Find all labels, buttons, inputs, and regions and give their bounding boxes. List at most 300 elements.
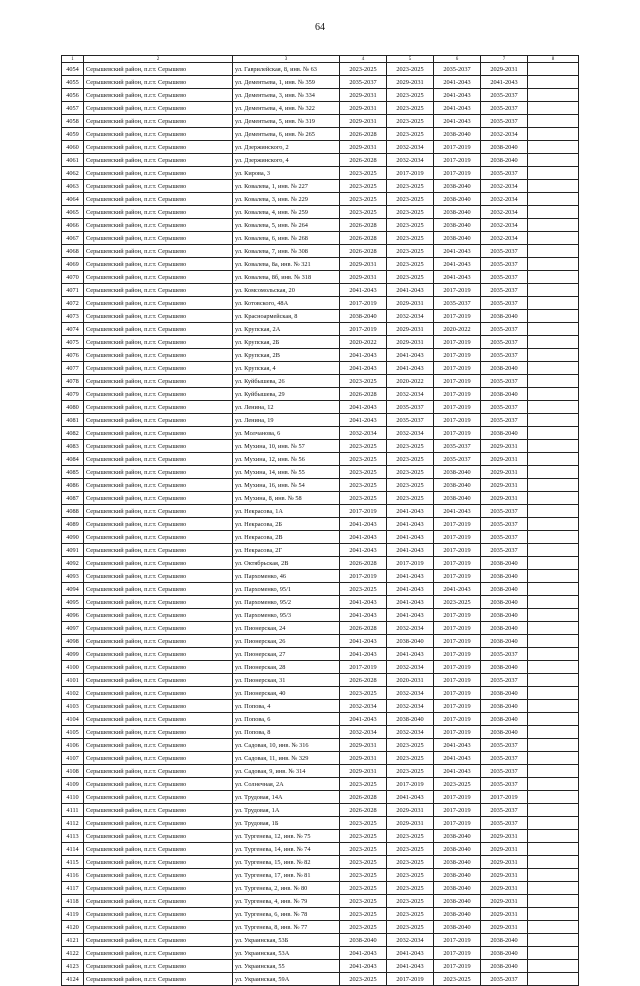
period-cell: 2023-2025: [387, 232, 434, 245]
period-cell: 2038-2040: [434, 219, 481, 232]
period-cell: 2035-2037: [434, 63, 481, 76]
period-cell: 2017-2019: [434, 609, 481, 622]
table-row: [62, 804, 579, 817]
note-cell: [528, 310, 579, 323]
period-cell: 2038-2040: [434, 908, 481, 921]
district-cell: Серышевский район, п.г.т. Серышево: [84, 609, 233, 622]
address-cell: ул. Ковалева, 7, инв. № 308: [233, 245, 340, 258]
row-number-cell: 4081: [62, 414, 84, 427]
period-cell: 2035-2037: [481, 245, 528, 258]
row-number-cell: 4066: [62, 219, 84, 232]
table-row: [62, 570, 579, 583]
period-cell: 2032-2034: [387, 934, 434, 947]
table-row: [62, 180, 579, 193]
row-number-cell: 4099: [62, 648, 84, 661]
period-cell: 2041-2043: [387, 505, 434, 518]
period-cell: 2041-2043: [434, 102, 481, 115]
period-cell: 2035-2037: [481, 102, 528, 115]
address-cell: ул. Пархоменко, 46: [233, 570, 340, 583]
district-cell: Серышевский район, п.г.т. Серышево: [84, 414, 233, 427]
table-row: [62, 674, 579, 687]
column-number-row: [62, 56, 579, 63]
period-cell: 2029-2031: [481, 63, 528, 76]
address-cell: ул. Мухина, 16, инв. № 54: [233, 479, 340, 492]
period-cell: 2029-2031: [481, 492, 528, 505]
address-cell: ул. Садовая, 9, инв. № 314: [233, 765, 340, 778]
period-cell: 2035-2037: [481, 804, 528, 817]
period-cell: 2023-2025: [434, 973, 481, 986]
column-number: 6: [434, 56, 481, 63]
district-cell: Серышевский район, п.г.т. Серышево: [84, 908, 233, 921]
row-number-cell: 4091: [62, 544, 84, 557]
address-cell: ул. Октябрьская, 2В: [233, 557, 340, 570]
note-cell: [528, 154, 579, 167]
period-cell: 2038-2040: [481, 609, 528, 622]
note-cell: [528, 622, 579, 635]
period-cell: 2038-2040: [434, 882, 481, 895]
district-cell: Серышевский район, п.г.т. Серышево: [84, 336, 233, 349]
table-row: [62, 830, 579, 843]
address-cell: ул. Дементьева, 5, инв. № 319: [233, 115, 340, 128]
period-cell: 2023-2025: [340, 882, 387, 895]
district-cell: Серышевский район, п.г.т. Серышево: [84, 258, 233, 271]
period-cell: 2035-2037: [481, 739, 528, 752]
period-cell: 2038-2040: [481, 310, 528, 323]
note-cell: [528, 167, 579, 180]
period-cell: 2041-2043: [387, 349, 434, 362]
period-cell: 2017-2019: [434, 310, 481, 323]
period-cell: 2029-2031: [387, 804, 434, 817]
period-cell: 2038-2040: [481, 583, 528, 596]
table-row: [62, 661, 579, 674]
row-number-cell: 4069: [62, 258, 84, 271]
row-number-cell: 4113: [62, 830, 84, 843]
address-cell: ул. Мухина, 14, инв. № 55: [233, 466, 340, 479]
row-number-cell: 4064: [62, 193, 84, 206]
period-cell: 2017-2019: [434, 648, 481, 661]
district-cell: Серышевский район, п.г.т. Серышево: [84, 973, 233, 986]
period-cell: 2035-2037: [481, 765, 528, 778]
period-cell: 2017-2019: [434, 167, 481, 180]
district-cell: Серышевский район, п.г.т. Серышево: [84, 713, 233, 726]
note-cell: [528, 531, 579, 544]
row-number-cell: 4079: [62, 388, 84, 401]
period-cell: 2017-2019: [434, 726, 481, 739]
note-cell: [528, 765, 579, 778]
note-cell: [528, 362, 579, 375]
note-cell: [528, 882, 579, 895]
period-cell: 2023-2025: [387, 258, 434, 271]
district-cell: Серышевский район, п.г.т. Серышево: [84, 63, 233, 76]
period-cell: 2032-2034: [387, 154, 434, 167]
period-cell: 2026-2028: [340, 245, 387, 258]
period-cell: 2038-2040: [340, 934, 387, 947]
note-cell: [528, 856, 579, 869]
row-number-cell: 4067: [62, 232, 84, 245]
note-cell: [528, 102, 579, 115]
period-cell: 2038-2040: [481, 934, 528, 947]
table-row: [62, 206, 579, 219]
period-cell: 2035-2037: [481, 752, 528, 765]
period-cell: 2017-2019: [340, 505, 387, 518]
period-cell: 2029-2031: [481, 830, 528, 843]
period-cell: 2020-2022: [340, 336, 387, 349]
address-cell: ул. Украинская, 55: [233, 960, 340, 973]
period-cell: 2032-2034: [387, 687, 434, 700]
period-cell: 2023-2025: [340, 895, 387, 908]
table-row: [62, 63, 579, 76]
period-cell: 2026-2028: [340, 128, 387, 141]
district-cell: Серышевский район, п.г.т. Серышево: [84, 700, 233, 713]
table-row: [62, 167, 579, 180]
period-cell: 2029-2031: [481, 440, 528, 453]
row-number-cell: 4100: [62, 661, 84, 674]
period-cell: 2017-2019: [434, 570, 481, 583]
row-number-cell: 4105: [62, 726, 84, 739]
address-cell: ул. Ковалева, 1, инв. № 227: [233, 180, 340, 193]
period-cell: 2041-2043: [434, 739, 481, 752]
district-cell: Серышевский район, п.г.т. Серышево: [84, 531, 233, 544]
note-cell: [528, 336, 579, 349]
note-cell: [528, 440, 579, 453]
period-cell: 2017-2019: [434, 713, 481, 726]
district-cell: Серышевский район, п.г.т. Серышево: [84, 128, 233, 141]
note-cell: [528, 804, 579, 817]
note-cell: [528, 141, 579, 154]
period-cell: 2041-2043: [340, 349, 387, 362]
period-cell: 2038-2040: [481, 726, 528, 739]
address-cell: ул. Садовая, 10, инв. № 316: [233, 739, 340, 752]
period-cell: 2017-2019: [434, 934, 481, 947]
period-cell: 2041-2043: [434, 752, 481, 765]
table-row: [62, 531, 579, 544]
period-cell: 2038-2040: [481, 622, 528, 635]
period-cell: 2023-2025: [387, 843, 434, 856]
period-cell: 2035-2037: [481, 674, 528, 687]
period-cell: 2029-2031: [481, 895, 528, 908]
period-cell: 2023-2025: [340, 973, 387, 986]
period-cell: 2017-2019: [434, 700, 481, 713]
table-row: [62, 466, 579, 479]
period-cell: 2029-2031: [481, 466, 528, 479]
period-cell: 2017-2019: [434, 531, 481, 544]
period-cell: 2023-2025: [387, 63, 434, 76]
note-cell: [528, 791, 579, 804]
note-cell: [528, 843, 579, 856]
period-cell: 2023-2025: [387, 180, 434, 193]
period-cell: 2017-2019: [434, 674, 481, 687]
period-cell: 2038-2040: [481, 960, 528, 973]
period-cell: 2038-2040: [434, 921, 481, 934]
period-cell: 2035-2037: [481, 973, 528, 986]
period-cell: 2035-2037: [481, 323, 528, 336]
period-cell: 2023-2025: [387, 102, 434, 115]
period-cell: 2041-2043: [340, 544, 387, 557]
period-cell: 2026-2028: [340, 154, 387, 167]
district-cell: Серышевский район, п.г.т. Серышево: [84, 362, 233, 375]
period-cell: 2026-2028: [340, 232, 387, 245]
period-cell: 2035-2037: [387, 401, 434, 414]
district-cell: Серышевский район, п.г.т. Серышево: [84, 375, 233, 388]
address-cell: ул. Попова, 8: [233, 726, 340, 739]
period-cell: 2035-2037: [340, 76, 387, 89]
row-number-cell: 4103: [62, 700, 84, 713]
table-row: [62, 609, 579, 622]
period-cell: 2041-2043: [387, 583, 434, 596]
period-cell: 2035-2037: [481, 375, 528, 388]
period-cell: 2041-2043: [387, 362, 434, 375]
period-cell: 2017-2019: [434, 349, 481, 362]
address-cell: ул. Молчанова, 6: [233, 427, 340, 440]
period-cell: 2038-2040: [434, 232, 481, 245]
table-row: [62, 921, 579, 934]
table-row: [62, 479, 579, 492]
note-cell: [528, 778, 579, 791]
period-cell: 2041-2043: [387, 791, 434, 804]
period-cell: 2035-2037: [481, 414, 528, 427]
note-cell: [528, 453, 579, 466]
period-cell: 2032-2034: [340, 726, 387, 739]
note-cell: [528, 661, 579, 674]
period-cell: 2029-2031: [340, 271, 387, 284]
note-cell: [528, 492, 579, 505]
row-number-cell: 4101: [62, 674, 84, 687]
period-cell: 2041-2043: [387, 544, 434, 557]
period-cell: 2023-2025: [340, 440, 387, 453]
row-number-cell: 4072: [62, 297, 84, 310]
address-cell: ул. Украинская, 59А: [233, 973, 340, 986]
row-number-cell: 4088: [62, 505, 84, 518]
period-cell: 2038-2040: [481, 687, 528, 700]
address-cell: ул. Ковалева, 4, инв. № 259: [233, 206, 340, 219]
table-row: [62, 973, 579, 986]
district-cell: Серышевский район, п.г.т. Серышево: [84, 102, 233, 115]
period-cell: 2023-2025: [340, 180, 387, 193]
table-row: [62, 869, 579, 882]
period-cell: 2023-2025: [340, 830, 387, 843]
address-cell: ул. Ковалева, 3, инв. № 229: [233, 193, 340, 206]
row-number-cell: 4114: [62, 843, 84, 856]
table-row: [62, 492, 579, 505]
period-cell: 2017-2019: [434, 635, 481, 648]
period-cell: 2038-2040: [340, 310, 387, 323]
period-cell: 2035-2037: [481, 778, 528, 791]
row-number-cell: 4119: [62, 908, 84, 921]
district-cell: Серышевский район, п.г.т. Серышево: [84, 882, 233, 895]
period-cell: 2035-2037: [481, 401, 528, 414]
period-cell: 2032-2034: [481, 232, 528, 245]
district-cell: Серышевский район, п.г.т. Серышево: [84, 89, 233, 102]
row-number-cell: 4096: [62, 609, 84, 622]
row-number-cell: 4109: [62, 778, 84, 791]
row-number-cell: 4083: [62, 440, 84, 453]
period-cell: 2029-2031: [340, 89, 387, 102]
period-cell: 2017-2019: [434, 362, 481, 375]
period-cell: 2041-2043: [340, 518, 387, 531]
table-row: [62, 713, 579, 726]
address-cell: ул. Пархоменко, 95/1: [233, 583, 340, 596]
table-row: [62, 388, 579, 401]
address-cell: ул. Некрасова, 2В: [233, 531, 340, 544]
period-cell: 2017-2019: [340, 323, 387, 336]
district-cell: Серышевский район, п.г.т. Серышево: [84, 245, 233, 258]
note-cell: [528, 596, 579, 609]
note-cell: [528, 895, 579, 908]
note-cell: [528, 245, 579, 258]
period-cell: 2023-2025: [387, 115, 434, 128]
period-cell: 2041-2043: [387, 284, 434, 297]
note-cell: [528, 570, 579, 583]
district-cell: Серышевский район, п.г.т. Серышево: [84, 570, 233, 583]
district-cell: Серышевский район, п.г.т. Серышево: [84, 284, 233, 297]
period-cell: 2029-2031: [340, 765, 387, 778]
period-cell: 2029-2031: [481, 479, 528, 492]
address-cell: ул. Дзержинского, 4: [233, 154, 340, 167]
district-cell: Серышевский район, п.г.т. Серышево: [84, 427, 233, 440]
address-cell: ул. Ковалева, 6, инв. № 268: [233, 232, 340, 245]
period-cell: 2029-2031: [340, 739, 387, 752]
address-cell: ул. Тургенева, 15, инв. № 82: [233, 856, 340, 869]
period-cell: 2017-2019: [434, 687, 481, 700]
note-cell: [528, 726, 579, 739]
period-cell: 2038-2040: [481, 700, 528, 713]
note-cell: [528, 518, 579, 531]
row-number-cell: 4085: [62, 466, 84, 479]
table-row: [62, 765, 579, 778]
address-cell: ул. Кирова, 3: [233, 167, 340, 180]
table-row: [62, 726, 579, 739]
district-cell: Серышевский район, п.г.т. Серышево: [84, 154, 233, 167]
table-row: [62, 778, 579, 791]
period-cell: 2017-2019: [434, 544, 481, 557]
period-cell: 2029-2031: [340, 141, 387, 154]
period-cell: 2023-2025: [387, 882, 434, 895]
address-cell: ул. Пионерская, 31: [233, 674, 340, 687]
address-cell: ул. Куйбышева, 29: [233, 388, 340, 401]
period-cell: 2020-2031: [387, 674, 434, 687]
period-cell: 2035-2037: [481, 544, 528, 557]
period-cell: 2017-2019: [340, 297, 387, 310]
row-number-cell: 4073: [62, 310, 84, 323]
period-cell: 2017-2019: [434, 388, 481, 401]
note-cell: [528, 973, 579, 986]
period-cell: 2029-2031: [340, 115, 387, 128]
period-cell: 2017-2019: [434, 791, 481, 804]
address-cell: ул. Крупская, 2В: [233, 349, 340, 362]
table-row: [62, 414, 579, 427]
period-cell: 2023-2025: [387, 206, 434, 219]
period-cell: 2041-2043: [340, 713, 387, 726]
table-row: [62, 596, 579, 609]
row-number-cell: 4074: [62, 323, 84, 336]
table-row: [62, 960, 579, 973]
row-number-cell: 4060: [62, 141, 84, 154]
table-row: [62, 89, 579, 102]
period-cell: 2041-2043: [387, 947, 434, 960]
period-cell: 2023-2025: [434, 596, 481, 609]
address-cell: ул. Некрасова, 1А: [233, 505, 340, 518]
period-cell: 2023-2025: [387, 193, 434, 206]
address-cell: ул. Ковалева, 5, инв. № 264: [233, 219, 340, 232]
note-cell: [528, 258, 579, 271]
district-cell: Серышевский район, п.г.т. Серышево: [84, 895, 233, 908]
period-cell: 2029-2031: [387, 323, 434, 336]
period-cell: 2023-2025: [340, 908, 387, 921]
note-cell: [528, 869, 579, 882]
table-row: [62, 427, 579, 440]
period-cell: 2041-2043: [340, 414, 387, 427]
address-cell: ул. Мухина, 8, инв. № 58: [233, 492, 340, 505]
note-cell: [528, 284, 579, 297]
district-cell: Серышевский район, п.г.т. Серышево: [84, 661, 233, 674]
row-number-cell: 4108: [62, 765, 84, 778]
period-cell: 2038-2040: [434, 843, 481, 856]
period-cell: 2038-2040: [387, 713, 434, 726]
address-cell: ул. Ковалева, 8б, инв. № 318: [233, 271, 340, 284]
row-number-cell: 4112: [62, 817, 84, 830]
note-cell: [528, 128, 579, 141]
period-cell: 2038-2040: [434, 830, 481, 843]
district-cell: Серышевский район, п.г.т. Серышево: [84, 505, 233, 518]
period-cell: 2023-2025: [340, 583, 387, 596]
address-cell: ул. Гаврилейская, 8, инв. № 63: [233, 63, 340, 76]
address-cell: ул. Пионерская, 28: [233, 661, 340, 674]
district-cell: Серышевский район, п.г.т. Серышево: [84, 323, 233, 336]
table-row: [62, 882, 579, 895]
period-cell: 2038-2040: [387, 635, 434, 648]
row-number-cell: 4118: [62, 895, 84, 908]
table-row: [62, 739, 579, 752]
period-cell: 2035-2037: [481, 115, 528, 128]
address-cell: ул. Котовского, 48А: [233, 297, 340, 310]
row-number-cell: 4123: [62, 960, 84, 973]
period-cell: 2029-2031: [481, 856, 528, 869]
note-cell: [528, 349, 579, 362]
address-cell: ул. Дементьева, 1, инв. № 359: [233, 76, 340, 89]
note-cell: [528, 271, 579, 284]
period-cell: 2038-2040: [434, 479, 481, 492]
period-cell: 2038-2040: [481, 570, 528, 583]
note-cell: [528, 297, 579, 310]
table-row: [62, 947, 579, 960]
period-cell: 2023-2025: [340, 453, 387, 466]
row-number-cell: 4082: [62, 427, 84, 440]
period-cell: 2041-2043: [340, 401, 387, 414]
period-cell: 2017-2019: [434, 414, 481, 427]
address-cell: ул. Крупская, 2Б: [233, 336, 340, 349]
period-cell: 2041-2043: [434, 258, 481, 271]
period-cell: 2017-2019: [434, 817, 481, 830]
period-cell: 2041-2043: [434, 115, 481, 128]
column-number: 8: [528, 56, 579, 63]
period-cell: 2041-2043: [434, 76, 481, 89]
period-cell: 2032-2034: [340, 427, 387, 440]
row-number-cell: 4080: [62, 401, 84, 414]
period-cell: 2038-2040: [434, 180, 481, 193]
note-cell: [528, 817, 579, 830]
district-cell: Серышевский район, п.г.т. Серышево: [84, 960, 233, 973]
note-cell: [528, 375, 579, 388]
note-cell: [528, 544, 579, 557]
district-cell: Серышевский район, п.г.т. Серышево: [84, 219, 233, 232]
column-number: 1: [62, 56, 84, 63]
row-number-cell: 4055: [62, 76, 84, 89]
period-cell: 2026-2028: [340, 219, 387, 232]
table-row: [62, 544, 579, 557]
period-cell: 2023-2025: [340, 687, 387, 700]
period-cell: 2017-2019: [434, 947, 481, 960]
district-cell: Серышевский район, п.г.т. Серышево: [84, 856, 233, 869]
